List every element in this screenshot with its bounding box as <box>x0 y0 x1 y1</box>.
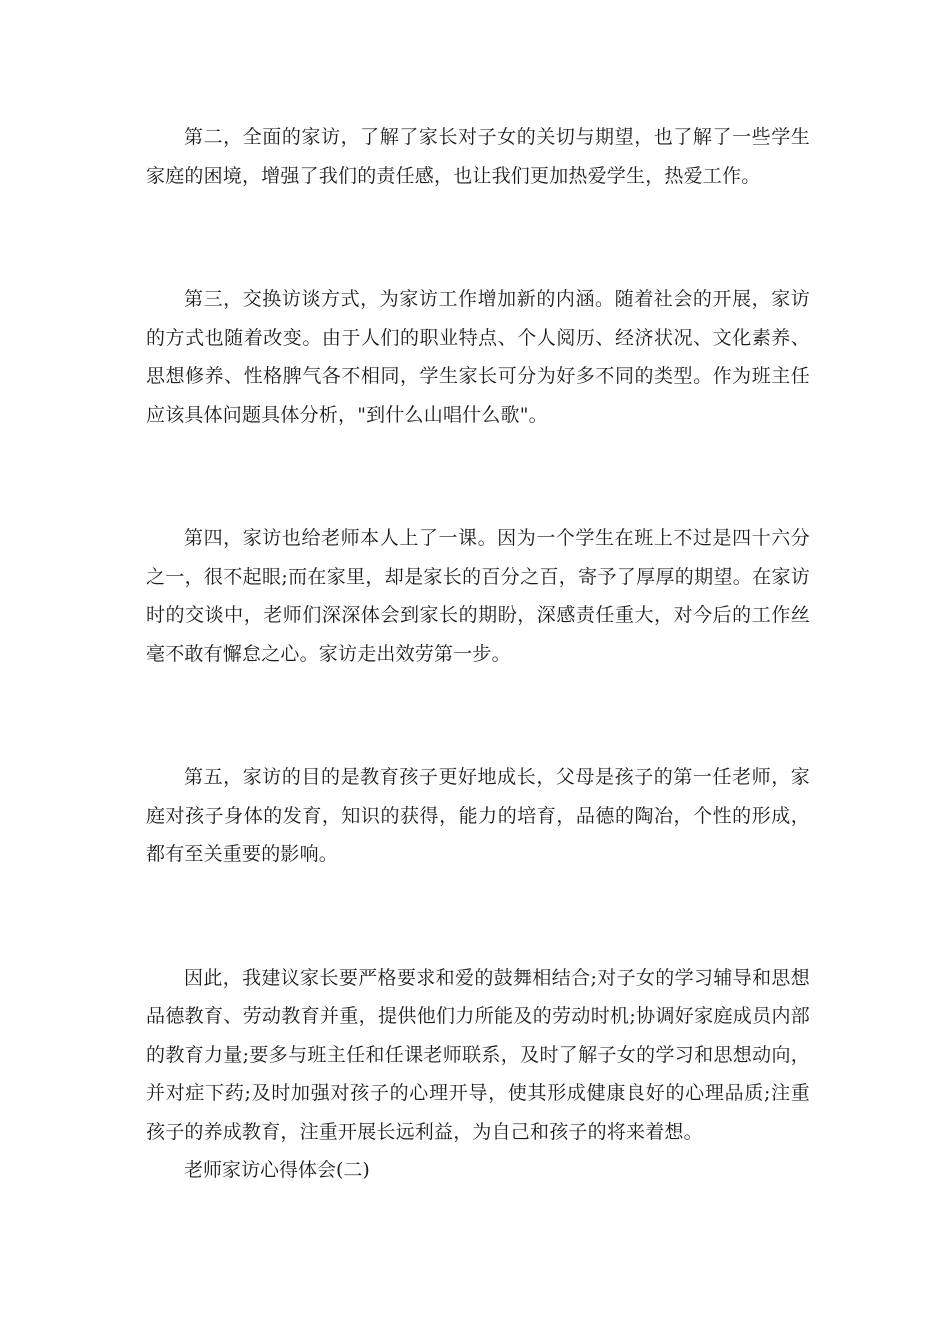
paragraph-fourth: 第四，家访也给老师本人上了一课。因为一个学生在班上不过是四十六分之一，很不起眼;而在家里，却是家长的百分之百，寄予了厚厚的期望。在家访时的交谈中，老师们深深体会到家长的期盼，深感责任重大，对今后的工作丝毫不敢有懈怠之心。家访走出效劳第一步。 <box>146 527 810 665</box>
document-body <box>146 118 810 1190</box>
paragraph-second: 第二，全面的家访，了解了家长对子女的关切与期望，也了解了一些学生家庭的困境，增强了我们的责任感，也让我们更加热爱学生，热爱工作。 <box>146 126 810 187</box>
paragraph-conclusion: 因此，我建议家长要严格要求和爱的鼓舞相结合;对子女的学习辅导和思想品德教育、劳动教育并重，提供他们力所能及的劳动时机;协调好家庭成员内部的教育力量;要多与班主任和任课老师联系，及时了解子女的学习和思想动向，并对症下药;及时加强对孩子的心理开导，使其形成健康良好的心理品质;注重孩子的养成教育，注重开展长远利益，为自己和孩子的将来着想。 <box>146 966 810 1143</box>
paragraph-third: 第三，交换访谈方式，为家访工作增加新的内涵。随着社会的开展，家访的方式也随着改变。由于人们的职业特点、个人阅历、经济状况、文化素养、思想修养、性格脾气各不相同，学生家长可分为好多不同的类型。作为班主任应该具体问题具体分析，"到什么山唱什么歌"。 <box>146 288 810 426</box>
section-heading: 老师家访心得体会(二) <box>184 1159 370 1181</box>
paragraph-fifth: 第五，家访的目的是教育孩子更好地成长，父母是孩子的第一任老师，家庭对孩子身体的发育，知识的获得，能力的培育，品德的陶冶，个性的形成，都有至关重要的影响。 <box>146 766 810 865</box>
